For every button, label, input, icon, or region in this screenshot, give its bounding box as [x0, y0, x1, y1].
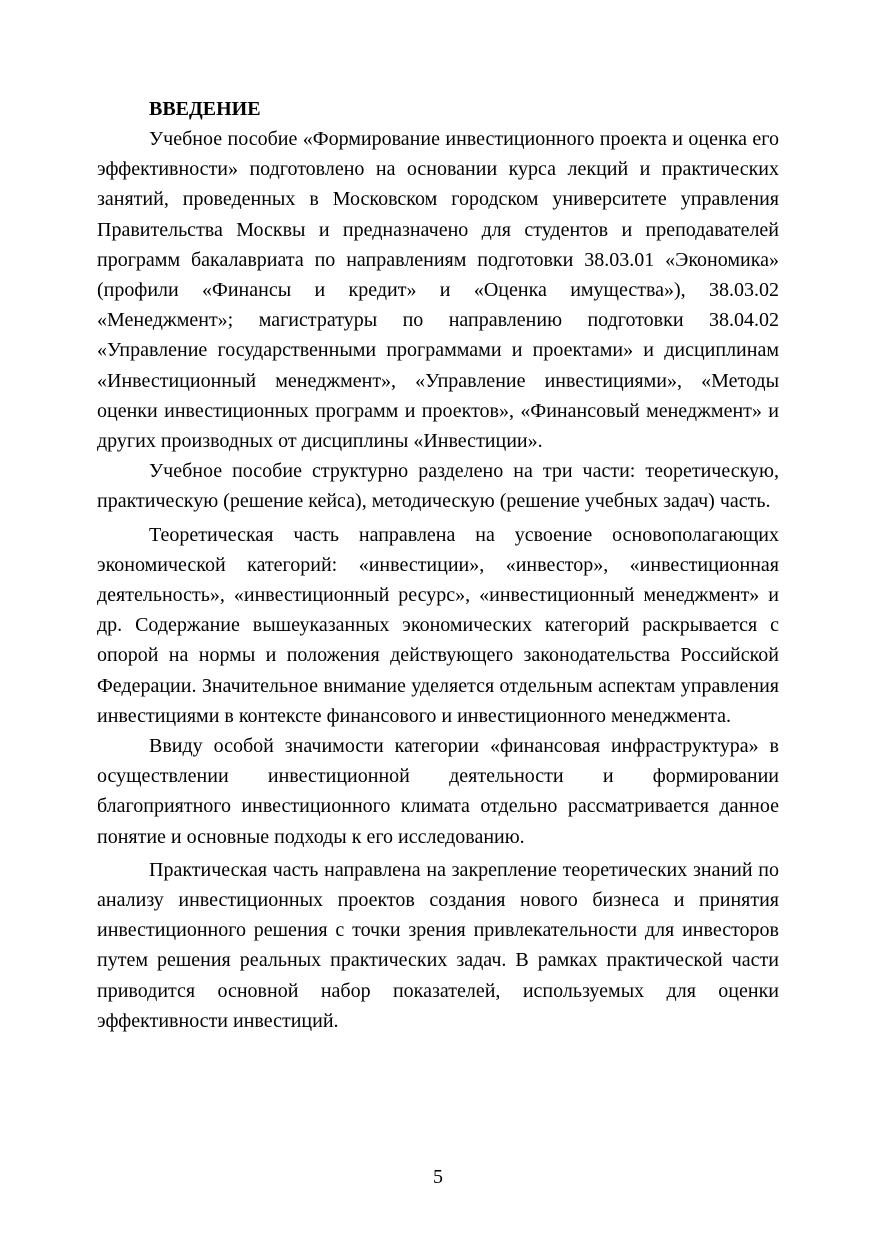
- section-heading: ВВЕДЕНИЕ: [149, 98, 261, 120]
- paragraph-theoretical: Теоретическая часть направлена на усвоение основополагающих экономической категорий: «инвестиции», «инвестор», «инвестиционная деятельность», «инвестиционный ресурс», «инвестиционный менеджмент» и др. Содержание вышеуказанных экономических категорий раскрывается с опорой на нормы и положения действующего законодательства Российской Федерации. Значительное внимание уделяется отдельным аспектам управления инвестициями в контексте финансового и инвестиционного менеджмента.: [97, 523, 779, 727]
- page-number: 5: [433, 1166, 443, 1188]
- paragraph-structure: Учебное пособие структурно разделено на три части: теоретическую, практическую (решение кейса), методическую (решение учебных задач) часть.: [97, 460, 779, 513]
- paragraph-practical: Практическая часть направлена на закрепление теоретических знаний по анализу инвестиционных проектов создания нового бизнеса и принятия инвестиционного решения с точки зрения привлекательности для инвесторов путем решения реальных практических задач. В рамках практической части приводится основной набор показателей, используемых для оценки эффективности инвестиций.: [97, 858, 779, 1032]
- document-page: [97, 94, 779, 1036]
- paragraph-intro: Учебное пособие «Формирование инвестиционного проекта и оценка его эффективности» подготовлено на основании курса лекций и практических занятий, проведенных в Московском городском университете управления Правительства Москвы и предназначено для студентов и преподавателей программ бакалавриата по направлениям подготовки 38.03.01 «Экономика» (профили «Финансы и кредит» и «Оценка имущества»), 38.03.02 «Менеджмент»; магистратуры по направлению подготовки 38.04.02 «Управление государственными программами и проектами» и дисциплинам «Инвестиционный менеджмент», «Управление инвестициями», «Методы оценки инвестиционных программ и проектов», «Финансовый менеджмент» и других производных от дисциплины «Инвестиции».: [97, 128, 779, 453]
- paragraph-infrastructure: Ввиду особой значимости категории «финансовая инфраструктура» в осуществлении инвестиционной деятельности и формировании благоприятного инвестиционного климата отдельно рассматривается данное понятие и основные подходы к его исследованию.: [97, 735, 779, 848]
